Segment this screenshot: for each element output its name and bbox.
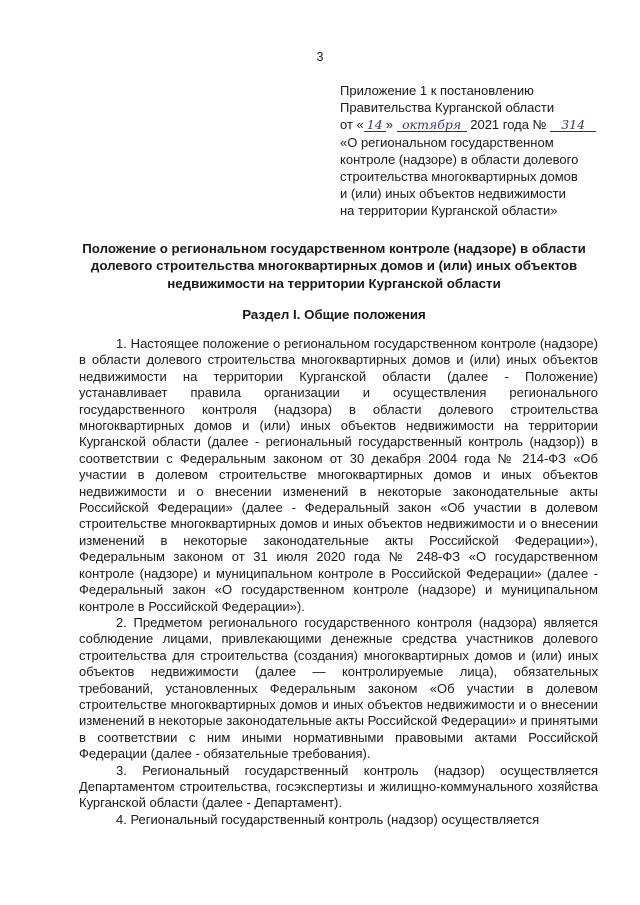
paragraph-2: 2. Предметом регионального государственного контроля (надзора) является соблюдение лицами, привлекающими денежные средства участников долевого строительства для строительства (создания) многоквартирных домов и (или) иных объектов недвижимости (далее — контролируемые лица), обязательных требований, установленных Федеральным законом «Об участии в долевом строительстве многоквартирных домов и иных объектов недвижимости и о внесении изменений в некоторые законодательные акты Российской Федерации» и принятыми в соответствии с ним иными нормативными правовыми актами Российской Федерации (далее - обязательные требования). <box>79 614 598 762</box>
appendix-line-1: Приложение 1 к постановлению <box>340 83 534 98</box>
appendix-line-4: «О региональном государственном <box>340 134 554 150</box>
document-body <box>79 336 598 828</box>
appendix-date-line <box>340 116 630 133</box>
appendix-block <box>340 82 630 220</box>
handwritten-month: октября <box>397 118 467 132</box>
appendix-line-5: контроле (надзоре) в области долевого <box>340 151 579 167</box>
paragraph-3: 3. Региональный государственный контроль (надзор) осуществляется Департаментом строительства, госэкспертизы и жилищно-коммунального хозяйства Курганской области (далее - Департамент). <box>79 762 598 811</box>
year-text: 2021 года № <box>470 117 547 133</box>
appendix-line-7: и (или) иных объектов недвижимости <box>340 186 566 202</box>
appendix-line-6: строительства многоквартирных домов <box>340 169 578 185</box>
date-prefix: от « <box>340 117 364 133</box>
paragraph-1: 1. Настоящее положение о региональном государственном контроле (надзоре) в области долевого строительства многоквартирных домов и (или) иных объектов недвижимости на территории Курганской области (далее - Положение) устанавливает правила организации и осуществления регионального государственного контроля (надзора) в области долевого строительства многоквартирных домов и (или) иных объектов недвижимости на территории Курганской области (далее - региональный государственный контроль (надзор)) в соответствии с Федеральным законом от 30 декабря 2004 года № 214-ФЗ «Об участии в долевом строительстве многоквартирных домов и иных объектов недвижимости и о внесении изменений в некоторые законодательные акты Российской Федерации» (далее - Федеральный закон «Об участии в долевом строительстве многоквартирных домов и иных объектов недвижимости и о внесении изменений в некоторые законодательные акты Российской Федерации»), Федеральным законом от 31 июля 2020 года № 248-ФЗ «О государственном контроле (надзоре) и муниципальном контроле в Российской Федерации» (далее - Федеральный закон «О государственном контроле (надзоре) и муниципальном контроле в Российской Федерации»). <box>79 336 598 614</box>
date-close: » <box>385 117 393 133</box>
handwritten-number: 314 <box>550 118 596 132</box>
page-number: 3 <box>316 50 324 64</box>
appendix-line-8: на территории Курганской области» <box>340 203 558 219</box>
appendix-line-2: Правительства Курганской области <box>340 100 555 116</box>
section-heading: Раздел I. Общие положения <box>242 307 426 322</box>
handwritten-day: 14 <box>364 118 386 132</box>
paragraph-4: 4. Региональный государственный контроль (надзор) осуществляется <box>116 811 540 827</box>
document-title: Положение о региональном государственном контроле (надзоре) в области долевого строительства многоквартирных домов и (или) иных объектов недвижимости на территории Курганской области <box>82 241 586 291</box>
